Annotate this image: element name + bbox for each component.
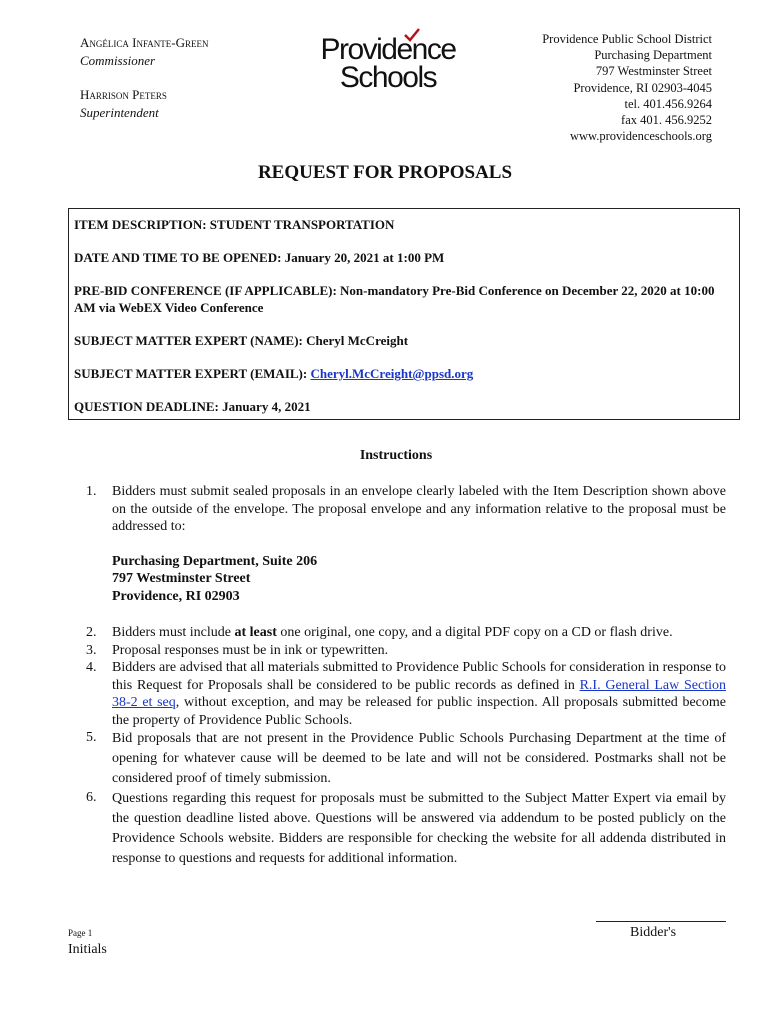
general-law-link[interactable]: R.I. General Law Section 38-2 et seq — [112, 677, 726, 710]
list-item — [86, 789, 726, 869]
staff-block — [80, 34, 209, 122]
address-line: Providence, RI 02903-4045 — [573, 80, 712, 95]
item-number: 3. — [86, 642, 97, 658]
sme-email-link[interactable]: Cheryl.McCreight@ppsd.org — [310, 366, 474, 381]
list-item — [86, 642, 726, 660]
item-text: Bidders are advised that all materials submitted to Providence Public Schools for consideration in response to this Request for Proposals shall be considered to be public records as defined in R.I. General Law Section 38-2 et seq, without exception, and may be released for public inspection. All proposals submitted become the property of Providence Public Schools. — [112, 660, 726, 728]
providence-schools-logo — [318, 33, 458, 94]
sme-email-row — [74, 365, 731, 382]
website-link[interactable]: www.providenceschools.org — [570, 129, 712, 144]
list-item — [86, 659, 726, 729]
bidders-label: Bidder's — [630, 925, 677, 940]
mailing-address-line: Purchasing Department, Suite 206 — [112, 553, 318, 569]
district-address — [542, 31, 712, 144]
item-text: Proposal responses must be in ink or typewritten. — [112, 642, 389, 658]
sme-email-label: SUBJECT MATTER EXPERT (EMAIL): — [74, 366, 311, 381]
item-number: 4. — [86, 660, 97, 675]
bidder-signature-line — [596, 921, 726, 922]
prebid-conference: PRE-BID CONFERENCE (IF APPLICABLE): Non-mandatory Pre-Bid Conference on December 22, 2020 at 10:00 AM via WebEX Video Conference — [74, 283, 715, 315]
logo-line-2: Schools — [339, 61, 437, 94]
item-number: 2. — [86, 625, 97, 640]
rfp-details-box — [68, 208, 740, 420]
logo-check-icon — [404, 28, 420, 42]
commissioner-name: Angélica Infante-Green — [80, 35, 209, 50]
item-text: Bid proposals that are not present in the Providence Public Schools Purchasing Department at the time of opening for whatever cause will be deemed to be late and will not be considered. Postmarks shall not be considered proof of timely submission. — [112, 731, 726, 786]
question-deadline: QUESTION DEADLINE: January 4, 2021 — [74, 399, 311, 414]
item-number: 6. — [86, 790, 97, 805]
instructions-heading: Instructions — [359, 448, 433, 463]
item-text: Bidders must include at least one original, one copy, and a digital PDF copy on a CD or flash drive. — [112, 625, 673, 640]
address-line: Providence Public School District — [542, 32, 712, 46]
address-line: Purchasing Department — [594, 48, 712, 63]
item-text: Bidders must submit sealed proposals in an envelope clearly labeled with the Item Description shown above on the outside of the envelope. The proposal envelope and any information relative to the proposal must be addressed to: — [112, 484, 726, 534]
logo-line-1: Providence — [320, 33, 456, 66]
emphasis: at least — [234, 625, 277, 640]
superintendent-name: Harrison Peters — [80, 87, 167, 102]
superintendent-title: Superintendent — [80, 105, 159, 120]
list-item — [86, 729, 726, 789]
document-title: REQUEST FOR PROPOSALS — [257, 162, 513, 183]
item-number: 1. — [86, 484, 97, 499]
address-line: fax 401. 456.9252 — [621, 113, 712, 128]
page-number: Page 1 — [68, 928, 93, 938]
mailing-address — [112, 553, 726, 606]
commissioner-title: Commissioner — [80, 53, 156, 68]
initials-label: Initials — [68, 942, 107, 957]
item-text: Questions regarding this request for proposals must be submitted to the Subject Matter Expert via email by the question deadline listed above. Questions will be answered via addendum to be posted publicly on the Providence Schools website. Bidders are responsible for checking the website for all addenda distributed in response to questions and requests for additional information. — [112, 791, 726, 866]
item-number: 5. — [86, 730, 97, 745]
item-description: ITEM DESCRIPTION: STUDENT TRANSPORTATION — [74, 217, 395, 232]
address-line: 797 Westminster Street — [595, 64, 712, 79]
instructions-list — [86, 483, 726, 869]
sme-name: SUBJECT MATTER EXPERT (NAME): Cheryl McCreight — [74, 333, 409, 348]
address-line: tel. 401.456.9264 — [624, 96, 712, 111]
list-item — [86, 624, 726, 642]
list-item — [86, 483, 726, 536]
open-date-time: DATE AND TIME TO BE OPENED: January 20, 2021 at 1:00 PM — [74, 250, 445, 265]
mailing-address-line: 797 Westminster Street — [112, 571, 251, 586]
mailing-address-line: Providence, RI 02903 — [112, 588, 240, 604]
